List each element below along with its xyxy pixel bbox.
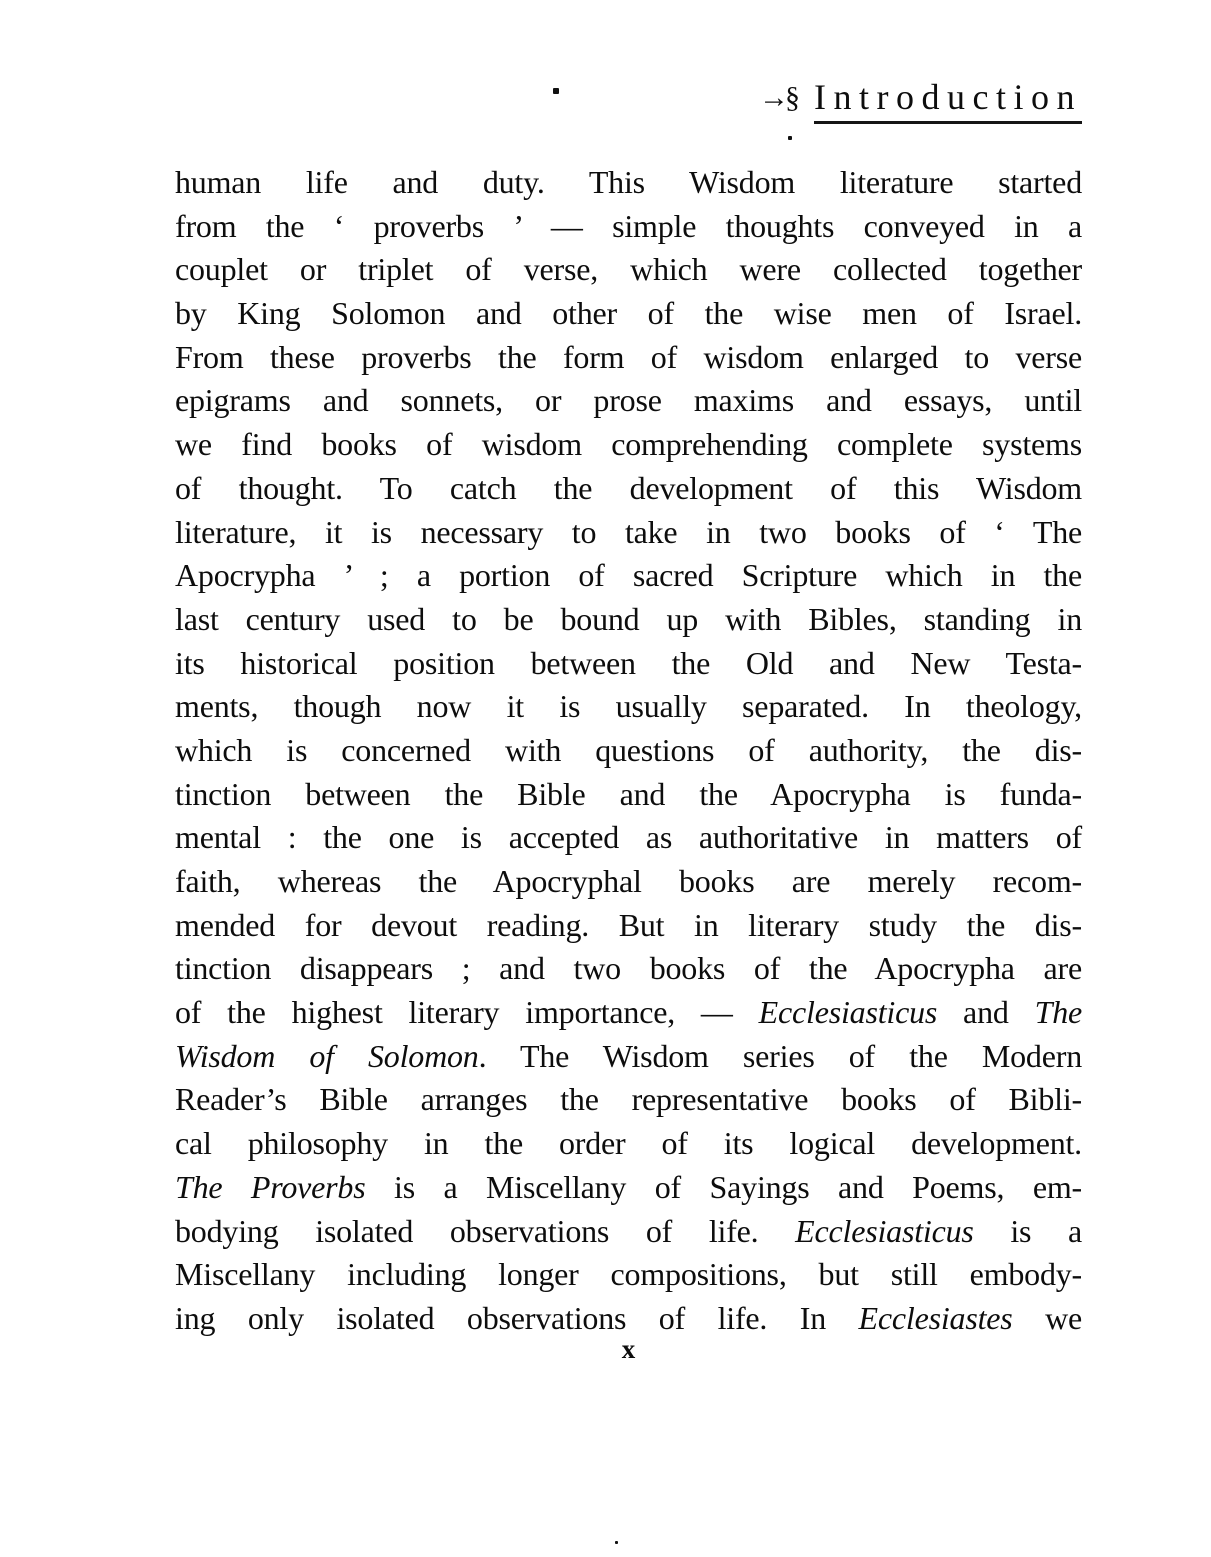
text-line: bodying isolated observations of life. Ecclesiasticus is a [175,1212,1082,1249]
text-line: literature, it is necessary to take in two books of ‘ The [175,513,1082,550]
fleuron-ornament-icon: →§ [759,81,797,114]
text-line: From these proverbs the form of wisdom enlarged to verse [175,338,1082,375]
text-line: cal philosophy in the order of its logical development. [175,1125,1082,1162]
text-line: of the highest literary importance, — Ecclesiasticus and The [175,994,1082,1031]
running-head [175,76,1082,124]
text-line: epigrams and sonnets, or prose maxims and essays, until [175,382,1082,419]
text-line: we find books of wisdom comprehending complete systems [175,426,1082,463]
text-line: mental : the one is accepted as authoritative in matters of [175,819,1082,856]
text-line: last century used to be bound up with Bibles, standing in [175,600,1082,637]
ink-speck [553,88,559,94]
text-line: human life and duty. This Wisdom literature started [175,164,1082,200]
text-line: Wisdom of Solomon. The Wisdom series of the Modern [175,1037,1082,1074]
text-line: ing only isolated observations of life. In Ecclesiastes we [175,1299,1082,1336]
body-text-block [175,161,1082,1341]
text-line: Reader’s Bible arranges the representative books of Bibli- [175,1081,1082,1118]
text-line: tinction disappears ; and two books of the Apocrypha are [175,950,1082,987]
text-line: which is concerned with questions of authority, the dis- [175,731,1082,768]
text-line: faith, whereas the Apocryphal books are merely recom- [175,863,1082,899]
text-line: Apocrypha ’ ; a portion of sacred Scripture which in the [175,557,1082,594]
text-line: tinction between the Bible and the Apocrypha is funda- [175,775,1082,812]
text-line: Miscellany including longer compositions, but still embody- [175,1256,1082,1293]
text-line: its historical position between the Old and New Testa- [175,644,1082,681]
text-line: mended for devout reading. But in literary study the dis- [175,906,1082,943]
text-line: from the ‘ proverbs ’ — simple thoughts conveyed in a [175,207,1082,244]
text-line: ments, though now it is usually separated. In theology, [175,688,1082,725]
ink-speck [615,1541,618,1544]
text-line: of thought. To catch the development of this Wisdom [175,469,1082,506]
page-number: x [621,1334,636,1364]
body-lines [175,161,1082,1341]
text-line: The Proverbs is a Miscellany of Sayings and Poems, em- [175,1168,1082,1205]
text-line: by King Solomon and other of the wise men of Israel. [175,295,1082,332]
text-line: couplet or triplet of verse, which were collected together [175,251,1082,288]
ink-speck [788,136,792,140]
page-title: Introduction [814,76,1082,124]
